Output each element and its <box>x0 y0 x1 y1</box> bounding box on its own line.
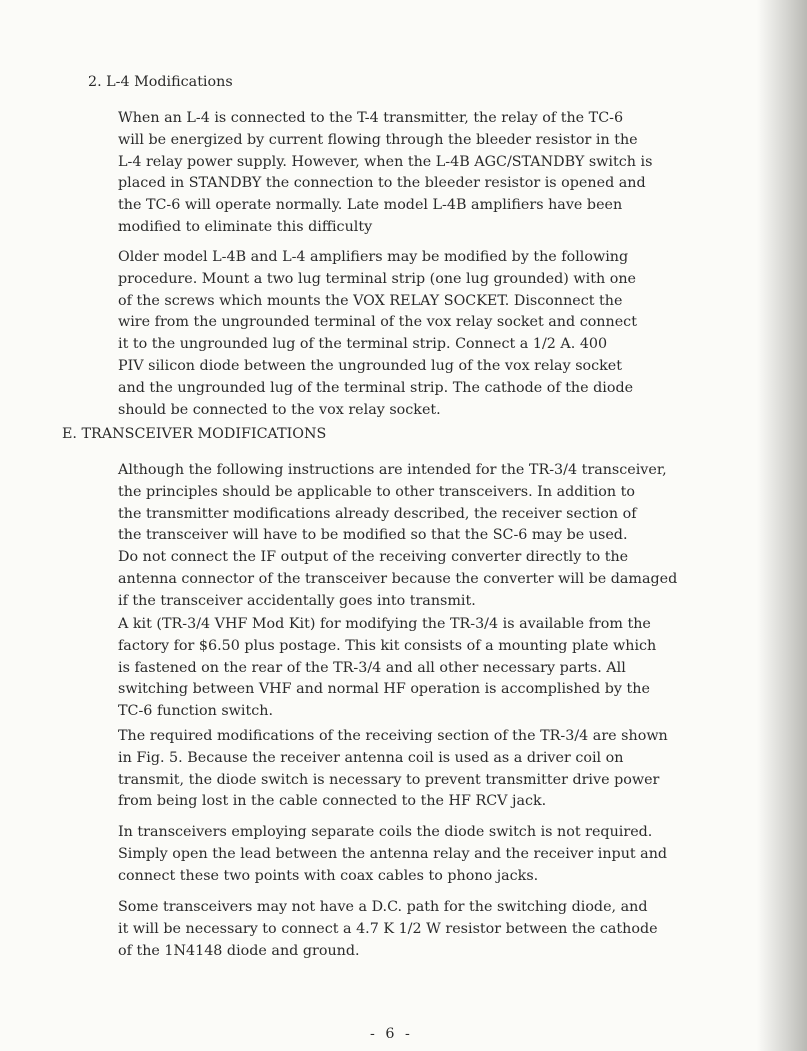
paragraph <box>118 614 656 723</box>
text-line: Although the following instructions are intended for the TR-3/4 transceiver, <box>118 462 667 478</box>
section-heading-l4-modifications: 2. L-4 Modifications <box>88 74 233 90</box>
text-line: the principles should be applicable to other transceivers. In addition to <box>118 483 636 500</box>
text-line: placed in STANDBY the connection to the bleeder resistor is opened and <box>118 175 646 192</box>
text-line: A kit (TR-3/4 VHF Mod Kit) for modifying the TR-3/4 is available from the <box>118 616 651 632</box>
text-line: in Fig. 5. Because the receiver antenna coil is used as a driver coil on <box>118 749 624 766</box>
text-line: if the transceiver accidentally goes into transmit. <box>118 592 476 609</box>
text-line: TC-6 function switch. <box>118 703 273 720</box>
text-line: wire from the ungrounded terminal of the vox relay socket and connect <box>118 314 637 331</box>
text-line: from being lost in the cable connected to the HF RCV jack. <box>118 793 547 810</box>
text-line: of the 1N4148 diode and ground. <box>118 942 360 959</box>
text-line: Simply open the lead between the antenna relay and the receiver input and <box>118 845 668 862</box>
text-line: L-4 relay power supply. However, when the L-4B AGC/STANDBY switch is <box>118 153 653 170</box>
paragraph <box>118 460 677 613</box>
text-line: is fastened on the rear of the TR-3/4 and all other necessary parts. All <box>118 659 626 676</box>
text-line: should be connected to the vox relay socket. <box>118 401 441 418</box>
text-line: antenna connector of the transceiver because the converter will be damaged <box>118 570 678 587</box>
paragraph <box>118 247 637 421</box>
text-line: transmit, the diode switch is necessary to prevent transmitter drive power <box>118 771 660 788</box>
paragraph <box>118 822 667 887</box>
text-line: connect these two points with coax cables to phono jacks. <box>118 867 539 884</box>
text-line: the TC-6 will operate normally. Late model L-4B amplifiers have been <box>118 197 623 214</box>
text-line: Do not connect the IF output of the receiving converter directly to the <box>118 549 629 566</box>
text-line: The required modifications of the receiving section of the TR-3/4 are shown <box>118 728 668 744</box>
text-line: it to the ungrounded lug of the terminal strip. Connect a 1/2 A. 400 <box>118 336 608 353</box>
scan-edge-shadow <box>757 0 807 1051</box>
text-line: modified to eliminate this difficulty <box>118 218 373 235</box>
text-line: When an L-4 is connected to the T-4 transmitter, the relay of the TC-6 <box>118 110 624 126</box>
text-line: PIV silicon diode between the ungrounded lug of the vox relay socket <box>118 357 623 374</box>
text-line: switching between VHF and normal HF operation is accomplished by the <box>118 681 650 698</box>
section-heading-transceiver-modifications: E. TRANSCEIVER MODIFICATIONS <box>62 426 327 442</box>
paragraph <box>118 108 652 239</box>
text-line: will be energized by current flowing through the bleeder resistor in the <box>118 131 638 148</box>
text-line: In transceivers employing separate coils the diode switch is not required. <box>118 824 653 840</box>
text-line: the transceiver will have to be modified so that the SC-6 may be used. <box>118 527 628 544</box>
text-line: Older model L-4B and L-4 amplifiers may be modified by the following <box>118 249 629 265</box>
paragraph <box>118 726 668 813</box>
paragraph <box>118 897 658 962</box>
text-line: of the screws which mounts the VOX RELAY SOCKET. Disconnect the <box>118 292 623 309</box>
text-line: Some transceivers may not have a D.C. path for the switching diode, and <box>118 899 648 915</box>
text-line: factory for $6.50 plus postage. This kit consists of a mounting plate which <box>118 637 657 654</box>
page-number: - 6 - <box>370 1026 413 1042</box>
text-line: it will be necessary to connect a 4.7 K 1/2 W resistor between the cathode <box>118 920 658 937</box>
text-line: and the ungrounded lug of the terminal strip. The cathode of the diode <box>118 379 634 396</box>
text-line: procedure. Mount a two lug terminal strip (one lug grounded) with one <box>118 270 636 287</box>
text-line: the transmitter modifications already described, the receiver section of <box>118 505 637 522</box>
